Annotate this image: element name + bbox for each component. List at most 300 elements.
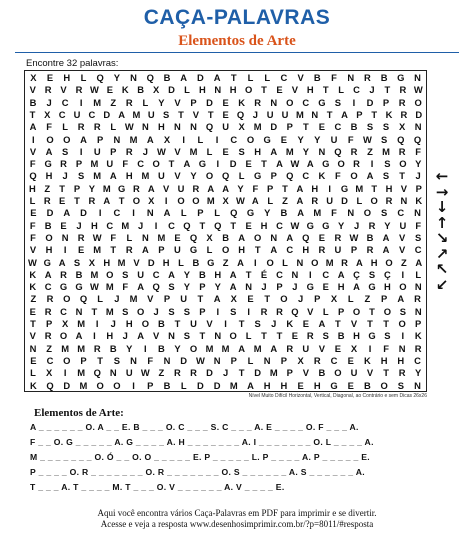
grid-letter[interactable]: O <box>113 379 121 391</box>
grid-letter[interactable]: S <box>230 305 237 317</box>
grid-letter[interactable]: O <box>189 342 198 354</box>
grid-letter[interactable]: C <box>152 268 160 280</box>
grid-letter[interactable]: R <box>311 195 319 206</box>
grid-letter[interactable]: V <box>291 84 299 96</box>
grid-letter[interactable]: U <box>180 293 188 305</box>
grid-letter[interactable]: J <box>353 219 360 231</box>
grid-letter[interactable]: N <box>270 231 278 243</box>
grid-letter[interactable]: S <box>183 305 191 317</box>
grid-letter[interactable]: G <box>318 96 326 108</box>
grid-letter[interactable]: O <box>414 96 422 108</box>
grid-letter[interactable]: W <box>349 231 359 243</box>
grid-letter[interactable]: S <box>163 108 170 120</box>
grid-letter[interactable]: A <box>147 182 155 194</box>
grid-letter[interactable]: R <box>366 244 374 256</box>
grid-letter[interactable]: D <box>103 108 111 120</box>
grid-letter[interactable]: O <box>221 244 230 256</box>
grid-letter[interactable]: C <box>353 84 360 96</box>
grid-letter[interactable]: V <box>29 84 36 96</box>
grid-letter[interactable]: Q <box>183 219 191 231</box>
grid-letter[interactable]: L <box>206 244 213 256</box>
grid-letter[interactable]: P <box>338 305 345 317</box>
grid-letter[interactable]: B <box>337 330 345 342</box>
grid-letter[interactable]: B <box>192 256 200 268</box>
grid-letter[interactable]: E <box>174 231 181 243</box>
grid-letter[interactable]: A <box>251 195 259 206</box>
grid-letter[interactable]: V <box>147 293 154 305</box>
grid-letter[interactable]: U <box>190 318 197 329</box>
grid-letter[interactable]: O <box>399 281 407 293</box>
grid-letter[interactable]: F <box>415 219 422 231</box>
grid-letter[interactable]: O <box>246 133 255 145</box>
grid-letter[interactable]: D <box>254 367 262 379</box>
grid-letter[interactable]: A <box>415 256 423 268</box>
grid-letter[interactable]: T <box>322 84 329 96</box>
grid-letter[interactable]: D <box>196 379 204 391</box>
grid-letter[interactable]: H <box>260 219 268 231</box>
grid-letter[interactable]: Q <box>236 108 245 120</box>
grid-letter[interactable]: E <box>245 158 252 170</box>
grid-letter[interactable]: M <box>157 231 166 243</box>
grid-letter[interactable]: H <box>106 330 114 342</box>
grid-letter[interactable]: I <box>370 158 374 170</box>
grid-letter[interactable]: B <box>222 231 229 243</box>
grid-letter[interactable]: V <box>366 367 374 379</box>
grid-letter[interactable]: R <box>190 367 197 379</box>
grid-letter[interactable]: S <box>399 305 406 317</box>
grid-letter[interactable]: H <box>198 84 206 96</box>
grid-letter[interactable]: R <box>353 158 360 170</box>
grid-letter[interactable]: S <box>382 170 390 182</box>
grid-letter[interactable]: T <box>261 84 267 96</box>
grid-letter[interactable]: Y <box>126 342 133 354</box>
grid-letter[interactable]: N <box>109 367 117 379</box>
grid-letter[interactable]: Q <box>152 281 160 293</box>
grid-letter[interactable]: I <box>79 145 83 157</box>
grid-letter[interactable]: M <box>313 207 322 219</box>
grid-letter[interactable]: P <box>73 182 81 194</box>
grid-letter[interactable]: P <box>45 318 53 329</box>
grid-letter[interactable]: W <box>92 231 102 243</box>
grid-letter[interactable]: T <box>238 367 245 379</box>
grid-letter[interactable]: H <box>125 318 133 329</box>
grid-letter[interactable]: U <box>222 121 229 133</box>
grid-letter[interactable]: P <box>190 96 197 108</box>
grid-letter[interactable]: A <box>353 281 360 293</box>
grid-letter[interactable]: E <box>334 342 342 354</box>
grid-letter[interactable]: K <box>29 379 37 391</box>
grid-letter[interactable]: F <box>29 219 36 231</box>
grid-letter[interactable]: P <box>97 133 104 145</box>
grid-letter[interactable]: Z <box>110 96 117 108</box>
grid-letter[interactable]: T <box>110 244 117 256</box>
grid-letter[interactable]: W <box>89 281 99 293</box>
grid-letter[interactable]: O <box>337 158 345 170</box>
grid-letter[interactable]: U <box>147 108 155 120</box>
grid-letter[interactable]: J <box>114 293 120 305</box>
grid-letter[interactable]: E <box>222 145 229 157</box>
grid-letter[interactable]: M <box>269 367 278 379</box>
grid-letter[interactable]: K <box>29 268 37 280</box>
grid-letter[interactable]: A <box>297 207 304 219</box>
grid-letter[interactable]: S <box>122 305 129 317</box>
grid-letter[interactable]: C <box>58 108 66 120</box>
grid-letter[interactable]: M <box>93 170 102 182</box>
grid-letter[interactable]: A <box>237 256 244 268</box>
grid-letter[interactable]: S <box>415 231 422 243</box>
grid-letter[interactable]: M <box>90 158 99 170</box>
grid-letter[interactable]: O <box>380 379 388 391</box>
grid-letter[interactable]: Q <box>214 219 222 231</box>
grid-letter[interactable]: N <box>130 72 137 83</box>
grid-letter[interactable]: P <box>270 170 277 182</box>
grid-letter[interactable]: P <box>314 293 321 305</box>
grid-letter[interactable]: N <box>398 342 406 354</box>
grid-letter[interactable]: Y <box>415 158 422 170</box>
grid-letter[interactable]: E <box>78 244 85 256</box>
grid-letter[interactable]: P <box>197 207 204 219</box>
grid-letter[interactable]: T <box>97 354 104 366</box>
grid-letter[interactable]: R <box>60 158 67 170</box>
grid-letter[interactable]: A <box>75 330 83 342</box>
grid-letter[interactable]: A <box>207 182 215 194</box>
grid-letter[interactable]: W <box>290 158 300 170</box>
grid-letter[interactable]: Z <box>367 145 373 157</box>
grid-letter[interactable]: Z <box>30 293 37 305</box>
grid-letter[interactable]: S <box>168 305 175 317</box>
grid-letter[interactable]: M <box>102 182 111 194</box>
grid-letter[interactable]: M <box>295 108 304 120</box>
grid-letter[interactable]: P <box>276 281 283 293</box>
grid-letter[interactable]: É <box>260 268 268 280</box>
grid-letter[interactable]: O <box>254 231 262 243</box>
grid-letter[interactable]: J <box>222 367 229 379</box>
grid-letter[interactable]: B <box>137 84 145 96</box>
grid-letter[interactable]: X <box>206 231 213 243</box>
grid-letter[interactable]: M <box>105 305 114 317</box>
grid-letter[interactable]: Q <box>46 379 54 391</box>
grid-letter[interactable]: O <box>352 305 361 317</box>
grid-letter[interactable]: E <box>318 231 325 243</box>
grid-letter[interactable]: L <box>214 207 220 219</box>
grid-letter[interactable]: G <box>368 330 376 342</box>
grid-letter[interactable]: T <box>282 182 288 194</box>
grid-letter[interactable]: D <box>415 108 423 120</box>
grid-letter[interactable]: T <box>245 268 252 280</box>
grid-letter[interactable]: N <box>61 231 69 243</box>
grid-letter[interactable]: V <box>350 318 358 329</box>
grid-letter[interactable]: N <box>291 268 299 280</box>
grid-letter[interactable]: V <box>302 367 309 379</box>
grid-letter[interactable]: O <box>398 318 406 329</box>
grid-letter[interactable]: R <box>414 293 421 305</box>
grid-letter[interactable]: G <box>207 256 215 268</box>
grid-letter[interactable]: A <box>168 268 175 280</box>
grid-letter[interactable]: N <box>296 256 304 268</box>
grid-letter[interactable]: B <box>350 121 358 133</box>
grid-letter[interactable]: H <box>63 72 71 83</box>
grid-letter[interactable]: L <box>415 268 422 280</box>
grid-letter[interactable]: S <box>380 207 388 219</box>
grid-letter[interactable]: B <box>44 219 52 231</box>
grid-letter[interactable]: V <box>152 330 160 342</box>
grid-letter[interactable]: K <box>414 330 422 342</box>
grid-letter[interactable]: I <box>32 133 35 145</box>
grid-letter[interactable]: V <box>398 231 406 243</box>
grid-letter[interactable]: T <box>230 72 237 83</box>
grid-letter[interactable]: F <box>415 145 422 157</box>
grid-letter[interactable]: J <box>292 281 298 293</box>
grid-letter[interactable]: E <box>59 195 66 206</box>
grid-letter[interactable]: W <box>156 145 166 157</box>
grid-letter[interactable]: O <box>383 305 392 317</box>
grid-letter[interactable]: T <box>174 318 181 329</box>
grid-letter[interactable]: O <box>370 195 378 206</box>
grid-letter[interactable]: C <box>302 96 310 108</box>
grid-letter[interactable]: J <box>261 281 267 293</box>
grid-letter[interactable]: A <box>229 281 237 293</box>
grid-letter[interactable]: D <box>168 84 175 96</box>
grid-letter[interactable]: E <box>46 72 54 83</box>
grid-letter[interactable]: A <box>270 342 278 354</box>
grid-letter[interactable]: Y <box>183 281 191 293</box>
grid-letter[interactable]: T <box>384 84 391 96</box>
grid-letter[interactable]: L <box>247 354 254 366</box>
grid-letter[interactable]: D <box>270 121 278 133</box>
grid-letter[interactable]: R <box>364 72 371 83</box>
grid-letter[interactable]: E <box>106 84 113 96</box>
grid-letter[interactable]: O <box>177 195 185 206</box>
grid-letter[interactable]: J <box>271 318 277 329</box>
grid-letter[interactable]: S <box>380 133 388 145</box>
grid-letter[interactable]: H <box>254 145 262 157</box>
grid-letter[interactable]: L <box>184 84 190 96</box>
grid-letter[interactable]: T <box>199 219 206 231</box>
grid-letter[interactable]: E <box>222 96 229 108</box>
grid-letter[interactable]: G <box>246 207 255 219</box>
grid-letter[interactable]: M <box>79 379 88 391</box>
grid-letter[interactable]: H <box>45 170 53 182</box>
grid-letter[interactable]: U <box>399 219 407 231</box>
grid-letter[interactable]: L <box>267 195 274 206</box>
grid-letter[interactable]: G <box>198 158 206 170</box>
grid-letter[interactable]: A <box>306 158 314 170</box>
grid-letter[interactable]: A <box>296 182 304 194</box>
grid-letter[interactable]: D <box>366 96 374 108</box>
grid-letter[interactable]: M <box>355 182 364 194</box>
grid-letter[interactable]: O <box>334 367 342 379</box>
grid-letter[interactable]: D <box>206 96 213 108</box>
grid-letter[interactable]: T <box>335 318 341 329</box>
grid-letter[interactable]: X <box>152 84 160 96</box>
grid-letter[interactable]: P <box>350 244 358 256</box>
grid-letter[interactable]: M <box>105 281 114 293</box>
grid-letter[interactable]: F <box>252 182 259 194</box>
grid-letter[interactable]: R <box>341 256 348 268</box>
grid-letter[interactable]: P <box>199 305 206 317</box>
grid-letter[interactable]: T <box>261 330 267 342</box>
grid-letter[interactable]: M <box>61 342 70 354</box>
grid-letter[interactable]: R <box>350 145 358 157</box>
grid-letter[interactable]: L <box>97 293 104 305</box>
grid-letter[interactable]: Y <box>88 182 95 194</box>
grid-letter[interactable]: F <box>110 231 117 243</box>
grid-letter[interactable]: I <box>63 367 67 379</box>
grid-letter[interactable]: R <box>174 367 181 379</box>
grid-letter[interactable]: L <box>245 330 252 342</box>
grid-letter[interactable]: P <box>380 293 388 305</box>
grid-letter[interactable]: C <box>168 219 175 231</box>
grid-letter[interactable]: A <box>229 268 237 280</box>
grid-letter[interactable]: T <box>367 318 373 329</box>
grid-letter[interactable]: O <box>363 207 372 219</box>
grid-letter[interactable]: A <box>276 158 283 170</box>
grid-letter[interactable]: D <box>196 72 204 83</box>
grid-letter[interactable]: A <box>109 170 117 182</box>
grid-letter[interactable]: E <box>30 207 37 219</box>
grid-letter[interactable]: M <box>206 195 215 206</box>
grid-letter[interactable]: X <box>238 121 245 133</box>
grid-letter[interactable]: H <box>370 256 378 268</box>
grid-letter[interactable]: H <box>380 354 388 366</box>
grid-letter[interactable]: J <box>62 170 68 182</box>
grid-letter[interactable]: N <box>168 330 175 342</box>
grid-letter[interactable]: F <box>30 231 36 243</box>
grid-letter[interactable]: D <box>206 367 213 379</box>
grid-letter[interactable]: E <box>347 354 354 366</box>
grid-letter[interactable]: T <box>371 108 378 120</box>
grid-letter[interactable]: O <box>63 293 71 305</box>
grid-letter[interactable]: S <box>78 170 85 182</box>
grid-letter[interactable]: L <box>110 121 117 133</box>
grid-letter[interactable]: A <box>337 268 345 280</box>
grid-letter[interactable]: N <box>213 354 221 366</box>
grid-letter[interactable]: A <box>163 207 171 219</box>
grid-letter[interactable]: X <box>230 293 237 305</box>
grid-letter[interactable]: N <box>214 330 222 342</box>
grid-letter[interactable]: D <box>180 354 188 366</box>
grid-letter[interactable]: I <box>154 219 158 231</box>
grid-letter[interactable]: N <box>141 231 149 243</box>
grid-letter[interactable]: R <box>398 145 406 157</box>
grid-letter[interactable]: F <box>122 281 129 293</box>
grid-letter[interactable]: N <box>414 207 421 219</box>
grid-letter[interactable]: M <box>90 268 99 280</box>
grid-letter[interactable]: M <box>117 256 126 268</box>
grid-letter[interactable]: Q <box>79 293 88 305</box>
grid-letter[interactable]: E <box>318 121 325 133</box>
grid-letter[interactable]: H <box>214 268 222 280</box>
grid-letter[interactable]: S <box>322 330 329 342</box>
grid-letter[interactable]: U <box>174 244 181 256</box>
grid-letter[interactable]: I <box>98 207 102 219</box>
grid-letter[interactable]: R <box>93 342 101 354</box>
grid-letter[interactable]: C <box>414 354 421 366</box>
grid-letter[interactable]: F <box>331 72 337 83</box>
grid-letter[interactable]: S <box>384 330 391 342</box>
grid-letter[interactable]: N <box>190 121 197 133</box>
grid-letter[interactable]: D <box>147 256 155 268</box>
grid-letter[interactable]: H <box>397 354 405 366</box>
grid-letter[interactable]: W <box>290 219 300 231</box>
grid-letter[interactable]: K <box>385 108 393 120</box>
grid-letter[interactable]: R <box>44 305 52 317</box>
grid-letter[interactable]: I <box>368 342 372 354</box>
grid-letter[interactable]: R <box>306 330 314 342</box>
grid-letter[interactable]: R <box>286 342 294 354</box>
grid-letter[interactable]: I <box>216 158 220 170</box>
grid-letter[interactable]: A <box>247 379 254 391</box>
grid-letter[interactable]: Q <box>189 231 198 243</box>
grid-letter[interactable]: X <box>61 318 69 329</box>
grid-letter[interactable]: H <box>302 244 310 256</box>
grid-letter[interactable]: O <box>45 231 53 243</box>
grid-letter[interactable]: H <box>384 281 391 293</box>
grid-letter[interactable]: V <box>163 182 170 194</box>
grid-letter[interactable]: A <box>238 342 246 354</box>
grid-letter[interactable]: R <box>125 244 133 256</box>
grid-letter[interactable]: K <box>286 318 294 329</box>
grid-letter[interactable]: P <box>163 293 171 305</box>
grid-letter[interactable]: O <box>205 170 214 182</box>
grid-letter[interactable]: Q <box>230 207 238 219</box>
grid-letter[interactable]: D <box>229 158 237 170</box>
grid-letter[interactable]: M <box>253 121 262 133</box>
grid-letter[interactable]: C <box>60 305 67 317</box>
grid-letter[interactable]: A <box>355 256 363 268</box>
grid-letter[interactable]: R <box>46 293 54 305</box>
grid-letter[interactable]: H <box>103 256 111 268</box>
grid-letter[interactable]: T <box>369 305 375 317</box>
grid-letter[interactable]: I <box>352 96 356 108</box>
grid-letter[interactable]: N <box>146 207 154 219</box>
grid-letter[interactable]: R <box>398 96 406 108</box>
grid-letter[interactable]: A <box>141 244 149 256</box>
grid-letter[interactable]: K <box>121 84 129 96</box>
grid-letter[interactable]: P <box>415 318 422 329</box>
grid-letter[interactable]: S <box>73 256 81 268</box>
grid-letter[interactable]: A <box>366 170 374 182</box>
grid-letter[interactable]: O <box>244 84 253 96</box>
grid-letter[interactable]: F <box>29 158 36 170</box>
grid-letter[interactable]: X <box>297 354 304 366</box>
grid-letter[interactable]: E <box>291 330 299 342</box>
grid-letter[interactable]: P <box>280 354 288 366</box>
grid-letter[interactable]: O <box>63 133 71 145</box>
grid-letter[interactable]: M <box>382 145 390 157</box>
grid-letter[interactable]: O <box>266 256 274 268</box>
grid-letter[interactable]: G <box>43 256 51 268</box>
grid-letter[interactable]: Y <box>302 145 309 157</box>
grid-letter[interactable]: L <box>282 256 288 268</box>
grid-letter[interactable]: W <box>236 195 245 206</box>
grid-letter[interactable]: Y <box>237 182 244 194</box>
grid-letter[interactable]: R <box>125 96 133 108</box>
grid-letter[interactable]: J <box>142 145 148 157</box>
grid-letter[interactable]: Y <box>384 219 391 231</box>
grid-letter[interactable]: I <box>93 330 96 342</box>
grid-letter[interactable]: N <box>414 379 421 391</box>
grid-letter[interactable]: G <box>306 281 314 293</box>
grid-letter[interactable]: X <box>222 195 229 206</box>
grid-letter[interactable]: T <box>199 330 206 342</box>
grid-letter[interactable]: Q <box>413 133 422 145</box>
grid-letter[interactable]: N <box>130 354 137 366</box>
grid-letter[interactable]: G <box>397 72 405 83</box>
grid-letter[interactable]: L <box>247 72 254 83</box>
grid-letter[interactable]: B <box>198 268 206 280</box>
grid-letter[interactable]: Z <box>158 367 165 379</box>
